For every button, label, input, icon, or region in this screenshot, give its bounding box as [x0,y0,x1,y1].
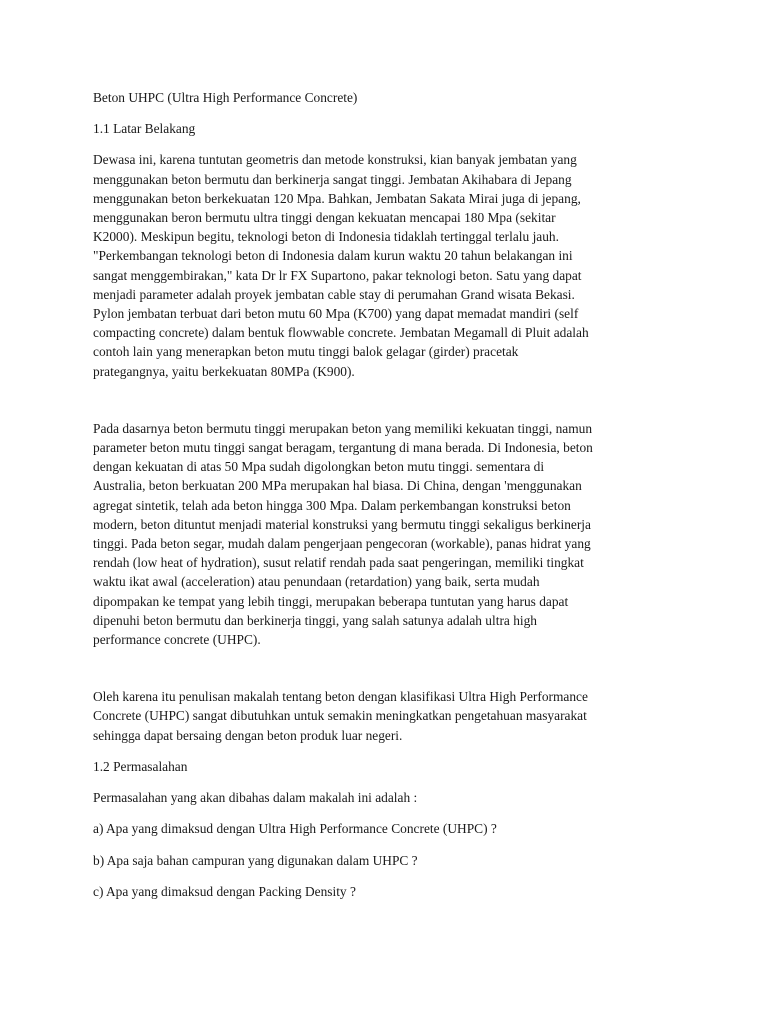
text-line: compacting concrete) dalam bentuk flowwable concrete. Jembatan Megamall di Pluit adalah [93,325,589,341]
question-item-b: b) Apa saja bahan campuran yang digunakan dalam UHPC ? [93,852,418,868]
paragraph-latar-belakang [93,150,693,380]
text-line: contoh lain yang menerapkan beton mutu tinggi balok gelagar (girder) pracetak [93,344,519,360]
problems-intro: Permasalahan yang akan dibahas dalam makalah ini adalah : [93,790,418,806]
question-item-a: a) Apa yang dimaksud dengan Ultra High Performance Concrete (UHPC) ? [93,821,497,837]
text-line: menjadi parameter adalah proyek jembatan cable stay di perumahan Grand wisata Bekasi. [93,286,575,302]
text-line: performance concrete (UHPC). [93,632,261,648]
paragraph-beton-mutu-tinggi [93,419,693,649]
paragraph-spacer [93,649,693,687]
text-line: Pada dasarnya beton bermutu tinggi merupakan beton yang memiliki kekuatan tinggi, namun [93,420,593,436]
text-line: sehingga dapat bersaing dengan beton produk luar negeri. [93,727,403,743]
text-line: Pylon jembatan terbuat dari beton mutu 60 Mpa (K700) yang dapat memadat mandiri (self [93,306,579,322]
text-line: menggunakan beton berkekuatan 120 Mpa. Bahkan, Jembatan Sakata Mirai juga di jepang, [93,190,581,206]
text-line: Australia, beton berkuatan 200 MPa merupakan hal biasa. Di China, dengan 'menggunakan [93,478,582,494]
text-line: menggunakan beton bermutu dan berkinerja sangat tinggi. Jembatan Akihabara di Jepang [93,171,572,187]
text-line: Dewasa ini, karena tuntutan geometris dan metode konstruksi, kian banyak jembatan yang [93,152,577,168]
text-line: Oleh karena itu penulisan makalah tentang beton dengan klasifikasi Ultra High Performance [93,689,588,705]
document-page [93,88,693,913]
text-line: dengan kekuatan di atas 50 Mpa sudah digolongkan beton mutu tinggi. sementara di [93,459,545,475]
document-title: Beton UHPC (Ultra High Performance Concrete) [93,90,358,105]
text-line: menggunakan beron bermutu ultra tinggi dengan kekuatan mencapai 180 Mpa (sekitar [93,210,556,226]
text-line: modern, beton dituntut menjadi material konstruksi yang bermutu tinggi sekaligus berkinerja [93,516,591,532]
text-line: prategangnya, yaitu berkekuatan 80MPa (K900). [93,363,355,379]
text-line: waktu ikat awal (acceleration) atau penundaan (retardation) yang baik, serta mudah [93,574,540,590]
question-item-c: c) Apa yang dimaksud dengan Packing Density ? [93,883,356,899]
paragraph-spacer [93,381,693,419]
text-line: K2000). Meskipun begitu, teknologi beton di Indonesia tidaklah tertinggal terlalu jauh. [93,229,559,245]
text-line: sangat menggembirakan," kata Dr lr FX Supartono, pakar teknologi beton. Satu yang dapat [93,267,582,283]
text-line: parameter beton mutu tinggi sangat beragam, tergantung di mana berada. Di Indonesia, beton [93,440,593,456]
text-line: Concrete (UHPC) sangat dibutuhkan untuk semakin meningkatkan pengetahuan masyarakat [93,708,587,724]
text-line: dipenuhi beton bermutu dan berkinerja tinggi, yang salah satunya adalah ultra high [93,612,537,628]
text-line: rendah (low heat of hydration), susut relatif rendah pada saat pengeringan, memiliki tingkat [93,555,584,571]
text-line: agregat sintetik, telah ada beton hingga 300 Mpa. Dalam perkembangan konstruksi beton [93,497,571,513]
text-line: tinggi. Pada beton segar, mudah dalam pengerjaan pengecoran (workable), panas hidrat yang [93,536,591,552]
text-line: "Perkembangan teknologi beton di Indonesia dalam kurun waktu 20 tahun belakangan ini [93,248,573,264]
paragraph-penulisan-makalah [93,687,693,745]
section-heading-permasalahan: 1.2 Permasalahan [93,758,188,774]
section-heading-latar-belakang: 1.1 Latar Belakang [93,121,196,137]
text-line: dipompakan ke tempat yang lebih tinggi, merupakan beberapa tuntutan yang harus dapat [93,593,569,609]
